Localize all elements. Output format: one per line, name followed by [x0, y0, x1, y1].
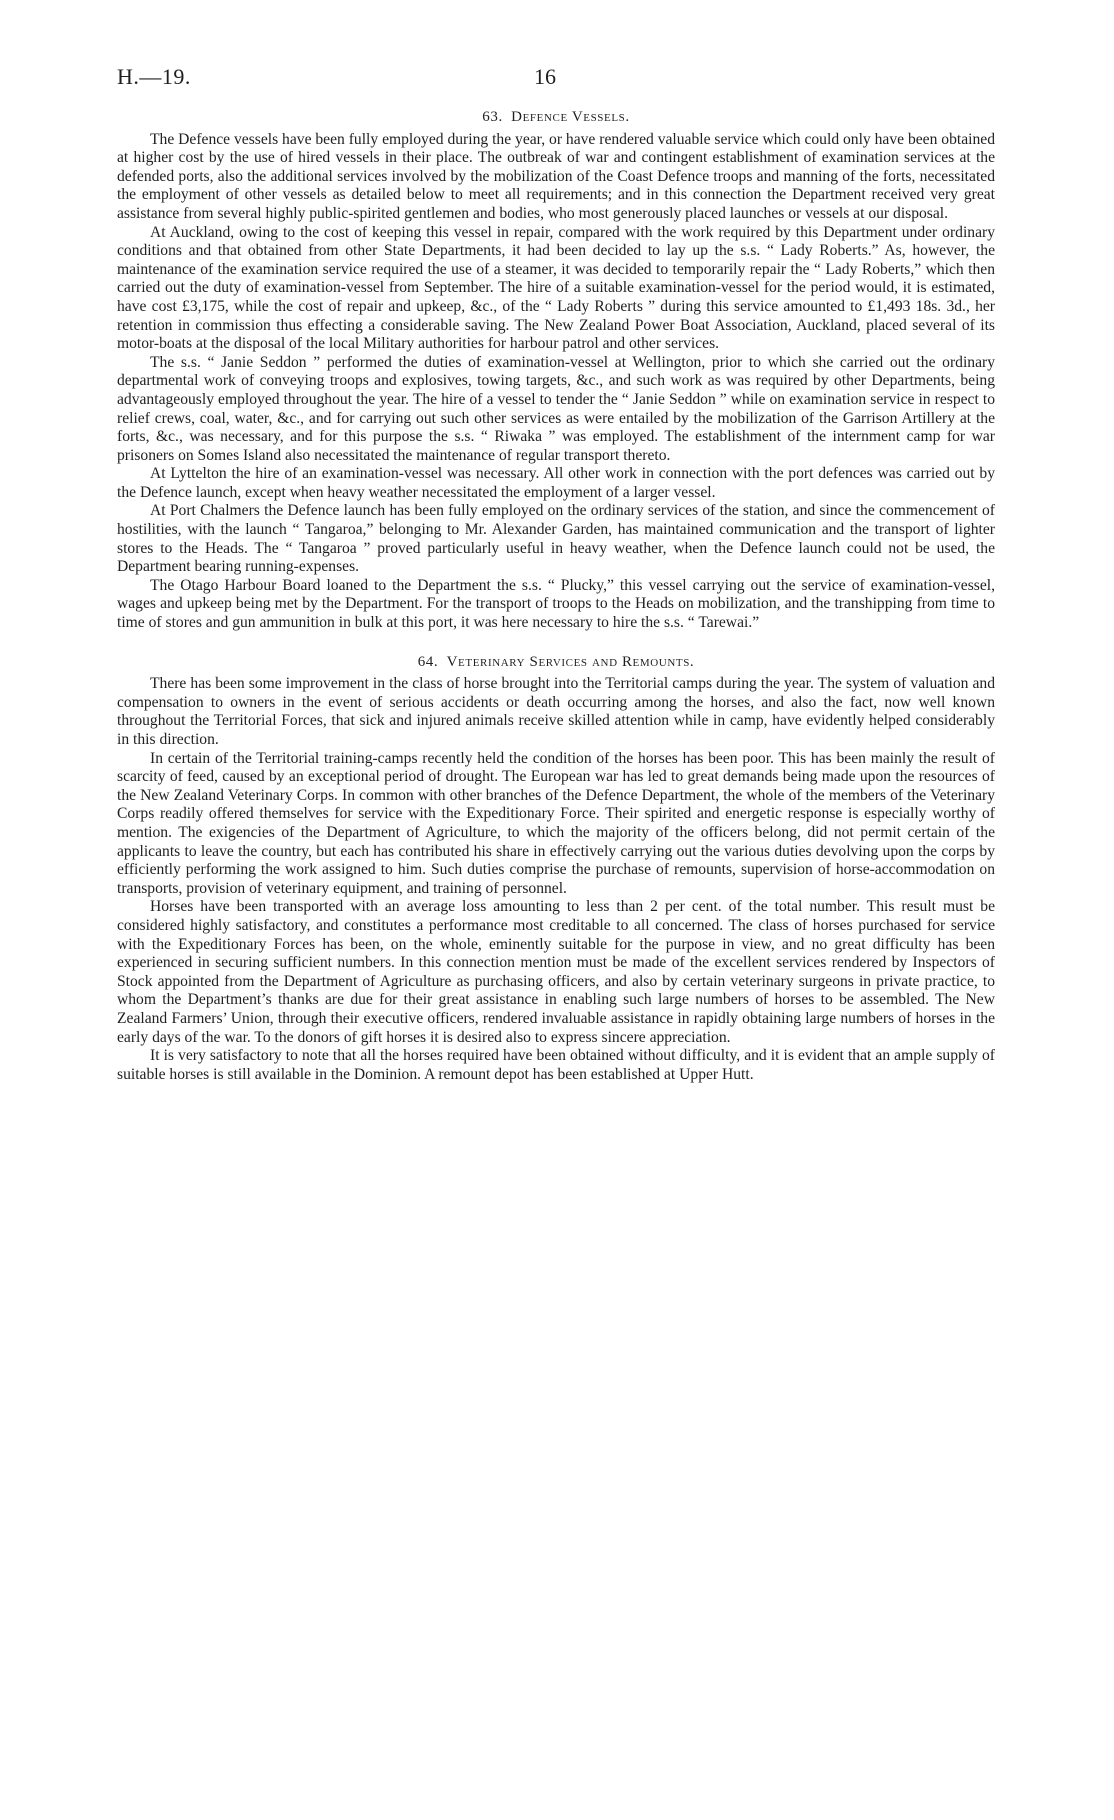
section-veterinary-services: [117, 653, 995, 1085]
page-body: [117, 108, 995, 1084]
report-reference: H.—19.: [117, 64, 191, 89]
section-number: 63.: [482, 109, 503, 125]
section-heading: [117, 653, 995, 672]
paragraph: It is very satisfactory to note that all the horses required have been obtained without difficulty, and it is evident that an ample supply of suitable horses is still available in the Dominion. A remount depot has been established at Upper Hutt.: [117, 1047, 995, 1083]
section-number: 64.: [417, 653, 439, 670]
paragraph: At Auckland, owing to the cost of keeping this vessel in repair, compared with the work required by this Department under ordinary conditions and that obtained from other State Departments, it had been decided to lay up the s.s. “ Lady Roberts.” As, however, the maintenance of the examination service required the use of a steamer, it was decided to temporarily repair the “ Lady Roberts,” which then carried out the duty of examination-vessel from September. The hire of a suitable examination-vessel for the period would, it is estimated, have cost £3,175, while the cost of repair and upkeep, &c., of the “ Lady Roberts ” during this service amounted to £1,493 18s. 3d., her retention in commission thus effecting a considerable saving. The New Zealand Power Boat Association, Auckland, placed several of its motor-boats at the disposal of the local Military authorities for harbour patrol and other services.: [117, 223, 995, 353]
paragraph: At Port Chalmers the Defence launch has been fully employed on the ordinary services of the station, and since the commencement of hostilities, with the launch “ Tangaroa,” belonging to Mr. Alexander Garden, has maintained communication and the transport of lighter stores to the Heads. The “ Tangaroa ” proved particularly useful in heavy weather, when the Defence launch could not be used, the Department bearing running-expenses.: [117, 502, 995, 576]
paragraph: The Otago Harbour Board loaned to the Department the s.s. “ Plucky,” this vessel carrying out the service of examination-vessel, wages and upkeep being met by the Department. For the transport of troops to the Heads on mobilization, and the transhipping from time to time of stores and gun ammunition in bulk at this port, it was here necessary to hire the s.s. “ Tarewai.”: [117, 576, 995, 632]
section-heading: [117, 108, 995, 127]
paragraph: There has been some improvement in the class of horse brought into the Territorial camps during the year. The system of valuation and compensation to owners in the event of serious accidents or death occurring among the horses, and also the fact, now well known throughout the Territorial Forces, that sick and injured animals receive skilled attention while in camp, have evidently helped considerably in this direction.: [117, 675, 995, 748]
section-defence-vessels: [117, 108, 995, 633]
paragraph: The s.s. “ Janie Seddon ” performed the duties of examination-vessel at Wellington, prior to which she carried out the ordinary departmental work of conveying troops and explosives, towing targets, &c., and such work as was required by other Departments, being advantageously employed throughout the year. The hire of a vessel to tender the “ Janie Seddon ” while on examination service in respect to relief crews, coal, water, &c., and for carrying out such other services as were entailed by the mobilization of the Garrison Artillery at the forts, &c., was necessary, and for this purpose the s.s. “ Riwaka ” was employed. The establishment of the internment camp for war prisoners on Somes Island also necessitated the maintenance of regular transport thereto.: [117, 353, 995, 464]
paragraph: In certain of the Territorial training-camps recently held the condition of the horses has been poor. This has been mainly the result of scarcity of feed, caused by an exceptional period of drought. The European war has led to great demands being made upon the resources of the New Zealand Veterinary Corps. In common with other branches of the Defence Department, the whole of the members of the Veterinary Corps readily offered themselves for service with the Expeditionary Force. Their spirited and energetic response is especially worthy of mention. The exigencies of the Department of Agriculture, to which the majority of the officers belong, did not permit certain of the applicants to leave the country, but each has contributed his share in effectively carrying out the various duties devolving upon the corps by efficiently performing the work assigned to him. Such duties comprise the purchase of remounts, supervision of horse-accommodation on transports, provision of veterinary equipment, and training of personnel.: [117, 749, 995, 897]
paragraph: At Lyttelton the hire of an examination-vessel was necessary. All other work in connection with the port defences was carried out by the Defence launch, except when heavy weather necessitated the employment of a larger vessel.: [117, 465, 995, 501]
section-title: Defence Vessels.: [511, 109, 630, 125]
section-title: Veterinary Services and Remounts.: [446, 653, 695, 670]
page-number: 16: [534, 64, 556, 89]
paragraph: The Defence vessels have been fully employed during the year, or have rendered valuable service which could only have been obtained at higher cost by the use of hired vessels in their place. The outbreak of war and contingent establishment of examination services at the defended ports, also the additional services involved by the mobilization of the Coast Defence troops and manning of the forts, necessitated the employment of other vessels as detailed below to meet all requirements; and in this connection the Department received very great assistance from several highly public-spirited gentlemen and bodies, who most generously placed launches or vessels at our disposal.: [117, 130, 995, 222]
paragraph: Horses have been transported with an average loss amounting to less than 2 per cent. of the total number. This result must be considered highly satisfactory, and constitutes a performance most creditable to all concerned. The class of horses purchased for service with the Expeditionary Forces has been, on the whole, eminently suitable for the purpose in view, and no great difficulty has been experienced in securing sufficient numbers. In this connection mention must be made of the excellent services rendered by Inspectors of Stock appointed from the Department of Agriculture as purchasing officers, and also by certain veterinary surgeons in private practice, to whom the Department’s thanks are due for their great assistance in enabling such large numbers of horses to be assembled. The New Zealand Farmers’ Union, through their executive officers, rendered invaluable assistance in rapidly obtaining large numbers of horses in the early days of the war. To the donors of gift horses it is desired also to express sincere appreciation.: [117, 898, 995, 1046]
